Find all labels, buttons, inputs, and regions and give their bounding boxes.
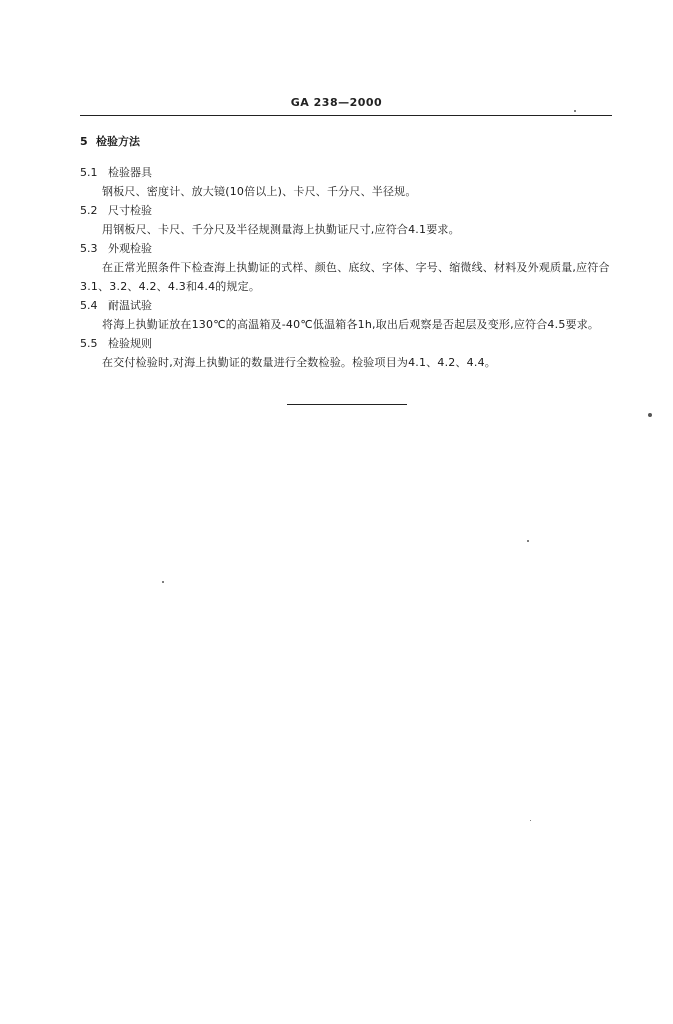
subsection-number: 5.3: [80, 242, 98, 255]
subsection-text: 钢板尺、密度计、放大镜(10倍以上)、卡尺、千分尺、半径规。: [102, 185, 417, 198]
scan-speck: [574, 110, 576, 112]
subsection-heading: [80, 163, 612, 182]
subsection-text: 用钢板尺、卡尺、千分尺及半径规测量海上执勤证尺寸,应符合4.1要求。: [102, 223, 460, 236]
subsection-title: 检验器具: [108, 166, 152, 179]
subsection-heading: [80, 201, 612, 220]
subsection-heading: [80, 334, 612, 353]
section-title: 检验方法: [96, 135, 140, 148]
scan-speck: [527, 540, 529, 542]
subsection-text: 将海上执勤证放在130℃的高温箱及-40℃低温箱各1h,取出后观察是否起层及变形,应符合4.5要求。: [102, 318, 600, 331]
subsection-text: 在交付检验时,对海上执勤证的数量进行全数检验。检验项目为4.1、4.2、4.4。: [102, 356, 496, 369]
subsection-number: 5.4: [80, 299, 98, 312]
subsection-title: 耐温试验: [108, 299, 152, 312]
header-divider: [80, 115, 612, 116]
subsection-number: 5.1: [80, 166, 98, 179]
subsection-heading: [80, 239, 612, 258]
subsection-number: 5.5: [80, 337, 98, 350]
subsection-number: 5.2: [80, 204, 98, 217]
scan-speck: [162, 581, 164, 583]
subsection-title: 外观检验: [108, 242, 152, 255]
standard-code-header: GA 238—2000: [290, 96, 383, 109]
scan-speck: [648, 413, 652, 417]
subsection-heading: [80, 296, 612, 315]
subsection-title: 检验规则: [108, 337, 152, 350]
document-body: [80, 132, 612, 372]
subsection-title: 尺寸检验: [108, 204, 152, 217]
section-heading: [80, 132, 612, 151]
end-of-text-rule: [287, 404, 407, 405]
subsection-text: 在正常光照条件下检查海上执勤证的式样、颜色、底纹、字体、字号、缩微线、材料及外观质量,应符合3.1、3.2、4.2、4.3和4.4的规定。: [80, 261, 610, 293]
scan-speck: [530, 820, 531, 821]
section-number: 5: [80, 135, 88, 148]
